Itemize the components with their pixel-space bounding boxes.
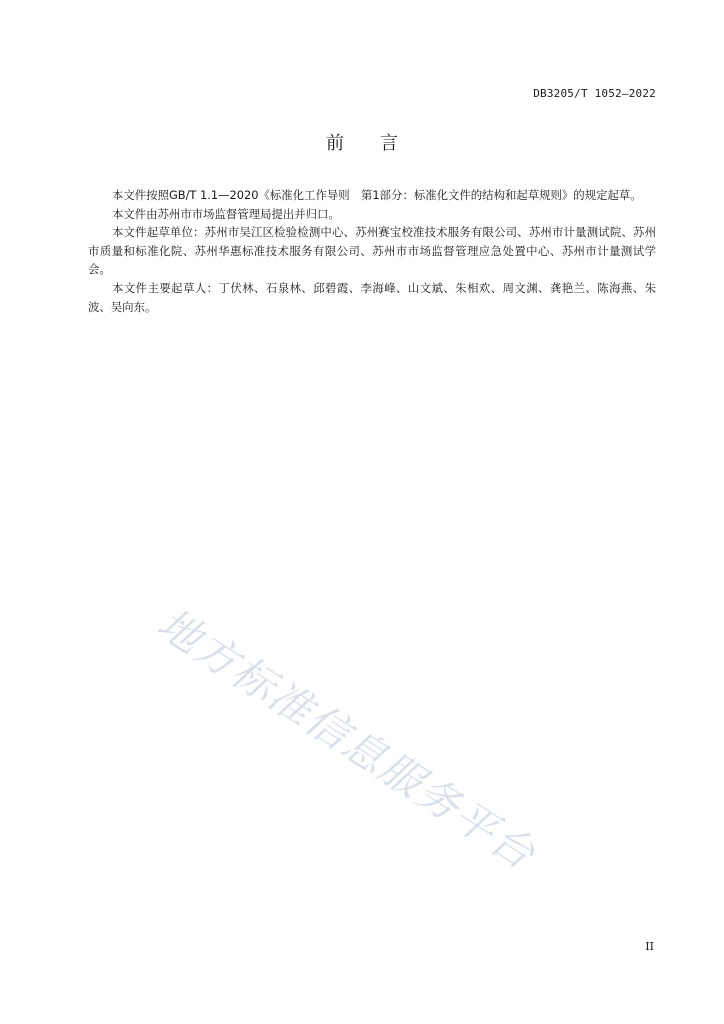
paragraph-proposer: 本文件由苏州市市场监督管理局提出并归口。: [112, 206, 340, 221]
paragraph-drafting-units: 本文件起草单位：苏州市吴江区检验检测中心、苏州赛宝校准技术服务有限公司、苏州市计量测试院、苏州市质量和标准化院、苏州华惠标准技术服务有限公司、苏州市市场监督管理应急处置中心、苏州市计量测试学会。: [88, 225, 656, 277]
document-code: DB3205/T 1052—2022: [533, 87, 656, 100]
paragraph-drafting-rules: 本文件按照GB/T 1.1—2020《标准化工作导则 第1部分：标准化文件的结构和起草规则》的规定起草。: [112, 188, 642, 202]
watermark: 地方标准信息服务平台: [148, 598, 545, 880]
page-number: II: [645, 940, 654, 953]
document-body: [88, 186, 656, 316]
page-title: 前言: [326, 133, 434, 154]
paragraph-drafters: 本文件主要起草人：丁伏林、石泉林、邱碧霞、李海峰、山文斌、朱相欢、周文渊、龚艳兰、陈海燕、朱波、吴向东。: [88, 280, 656, 314]
